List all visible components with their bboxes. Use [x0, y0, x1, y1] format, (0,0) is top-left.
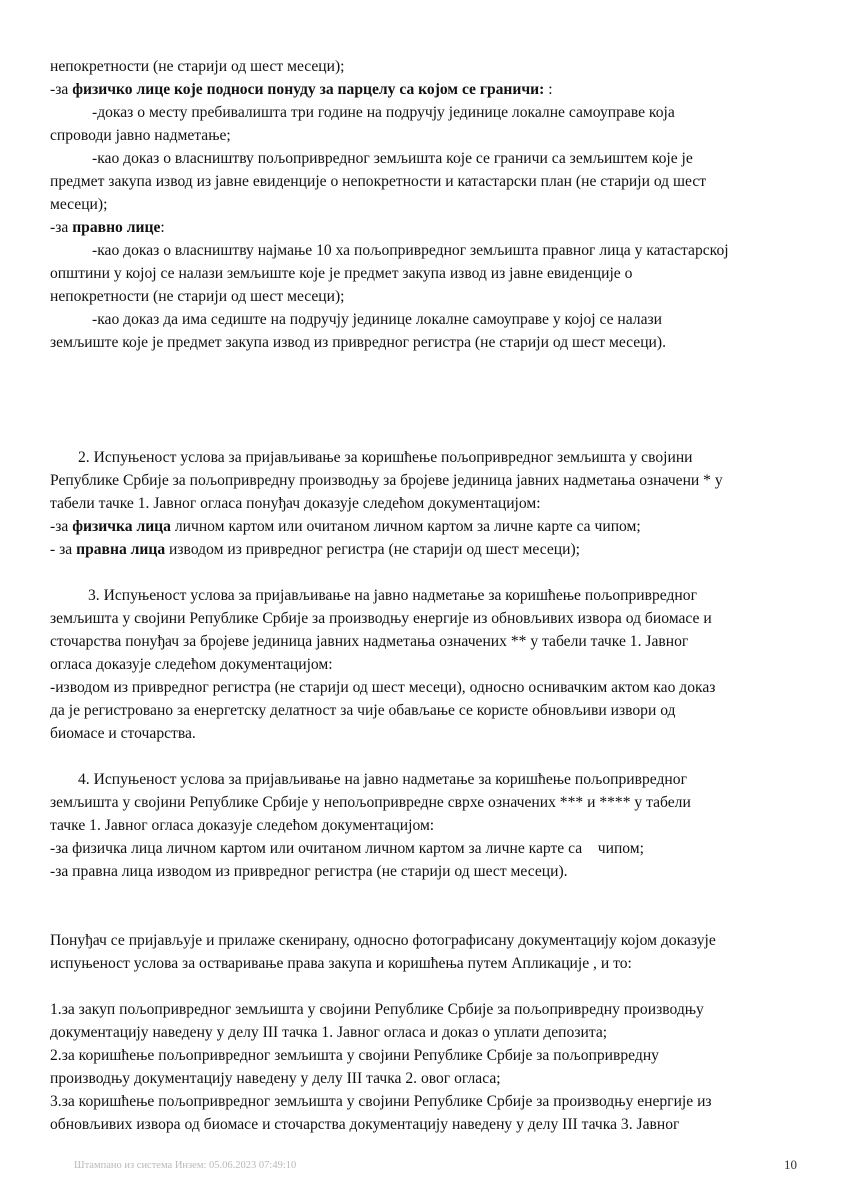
text-line [50, 216, 798, 239]
text-span: -за [50, 81, 73, 98]
text-line: предмет закупа извод из јавне евиденције о непокретности и катастарски план (не старији од шест [50, 173, 707, 190]
text-line: 2. Испуњеност услова за пријављивање за коришћење пољопривредног земљишта у својини [78, 449, 693, 466]
text-line: сточарства понуђач за бројеве јединица јавних надметања означених ** у табели тачке 1. Јавног [50, 633, 689, 650]
text-line: 1.за закуп пољопривредног земљишта у својини Републике Србије за пољопривредну производњу [50, 1001, 704, 1018]
text-line: месеци); [50, 196, 108, 213]
text-line: биомасе и сточарства. [50, 725, 196, 742]
text-line: 3. Испуњеност услова за пријављивање на јавно надметање за коришћење пољопривредног [88, 587, 697, 604]
text-line [50, 538, 798, 561]
text-line: производњу документацију наведену у делу III тачка 2. овог огласа; [50, 1070, 501, 1087]
section-5 [50, 929, 798, 975]
bold-text: правно лице [72, 219, 161, 236]
bold-text: правна лица [76, 541, 166, 558]
text-line: -доказ о месту пребивалишта три године на подручју јединице локалне самоуправе која [92, 104, 675, 121]
text-line: -као доказ да има седиште на подручју јединице локалне самоуправе у којој се налази [92, 311, 663, 328]
text-line: спроводи јавно надметање; [50, 127, 231, 144]
print-timestamp: Штампано из система Инзем: 05.06.2023 07:49:10 [74, 1160, 297, 1171]
section-2 [50, 446, 798, 561]
bold-text: физичко лице које подноси понуду за парцелу са којом се граничи: [72, 81, 545, 98]
section-3 [50, 584, 798, 745]
text-line: -као доказ о власништву пољопривредног земљишта које се граничи са земљиштем које је [92, 150, 693, 167]
text-span: : [544, 81, 553, 98]
text-line: огласа доказује следећом документацијом: [50, 656, 333, 673]
text-span: : [160, 219, 165, 236]
text-line: тачке 1. Јавног огласа доказује следећом документацијом: [50, 817, 435, 834]
text-span: - за [50, 541, 77, 558]
text-line: општини у којој се налази земљиште које је предмет закупа извод из јавне евиденције о [50, 265, 633, 282]
text-line: земљишта у својини Републике Србије за производњу енергије из обновљивих извора од биомасе и [50, 610, 712, 627]
text-span: -за [50, 219, 73, 236]
text-line: 4. Испуњеност услова за пријављивање на јавно надметање за коришћење пољопривредног [78, 771, 687, 788]
text-line: документацију наведену у делу III тачка 1. Јавног огласа и доказ о уплати депозита; [50, 1024, 608, 1041]
text-line: обновљивих извора од биомасе и сточарства документацију наведену у делу III тачка 3. Јавног [50, 1116, 680, 1133]
text-line: да је регистровано за енергетску делатност за чије обављање се користе обновљиви извори од [50, 702, 676, 719]
bold-text: физичка лица [72, 518, 171, 535]
text-line: 2.за коришћење пољопривредног земљишта у својини Републике Србије за пољопривредну [50, 1047, 659, 1064]
section-1 [50, 55, 798, 354]
text-line: -као доказ о власништву најмање 10 ха пољопривредног земљишта правног лица у катастарској [92, 242, 729, 259]
section-6 [50, 998, 798, 1136]
text-line: -за правна лица изводом из привредног регистра (не старији од шест месеци). [50, 863, 568, 880]
text-line: непокретности (не старији од шест месеци); [50, 288, 345, 305]
text-line: непокретности (не старији од шест месеци); [50, 58, 345, 75]
text-line: земљишта у својини Републике Србије у непољопривредне сврхе означених *** и **** у табели [50, 794, 691, 811]
page-number: 10 [784, 1157, 797, 1172]
text-line: Понуђач се пријављује и прилаже скенирану, односно фотографисану документацију којом доказује [50, 932, 716, 949]
section-4 [50, 768, 798, 883]
text-line [50, 515, 798, 538]
text-line: испуњеност услова за остваривање права закупа и коришћења путем Апликације , и то: [50, 955, 632, 972]
text-span: -за [50, 518, 73, 535]
text-line: Републике Србије за пољопривредну производњу за бројеве јединица јавних надметања означени * у [50, 472, 723, 489]
text-line: -изводом из привредног регистра (не старији од шест месеци), односно оснивачким актом као доказ [50, 679, 716, 696]
text-line: 3.за коришћење пољопривредног земљишта у својини Републике Србије за производњу енергије из [50, 1093, 712, 1110]
text-span: изводом из привредног регистра (не старији од шест месеци); [165, 541, 580, 558]
text-line: табели тачке 1. Јавног огласа понуђач доказује следећом документацијом: [50, 495, 541, 512]
document-page [50, 55, 798, 1136]
text-line: -за физичка лица личном картом или очитаном личном картом за личне карте са чипом; [50, 840, 644, 857]
text-line: земљиште које је предмет закупа извод из привредног регистра (не старији од шест месеци). [50, 334, 666, 351]
text-line [50, 78, 798, 101]
text-span: личном картом или очитаном личном картом за личне карте са чипом; [170, 518, 641, 535]
